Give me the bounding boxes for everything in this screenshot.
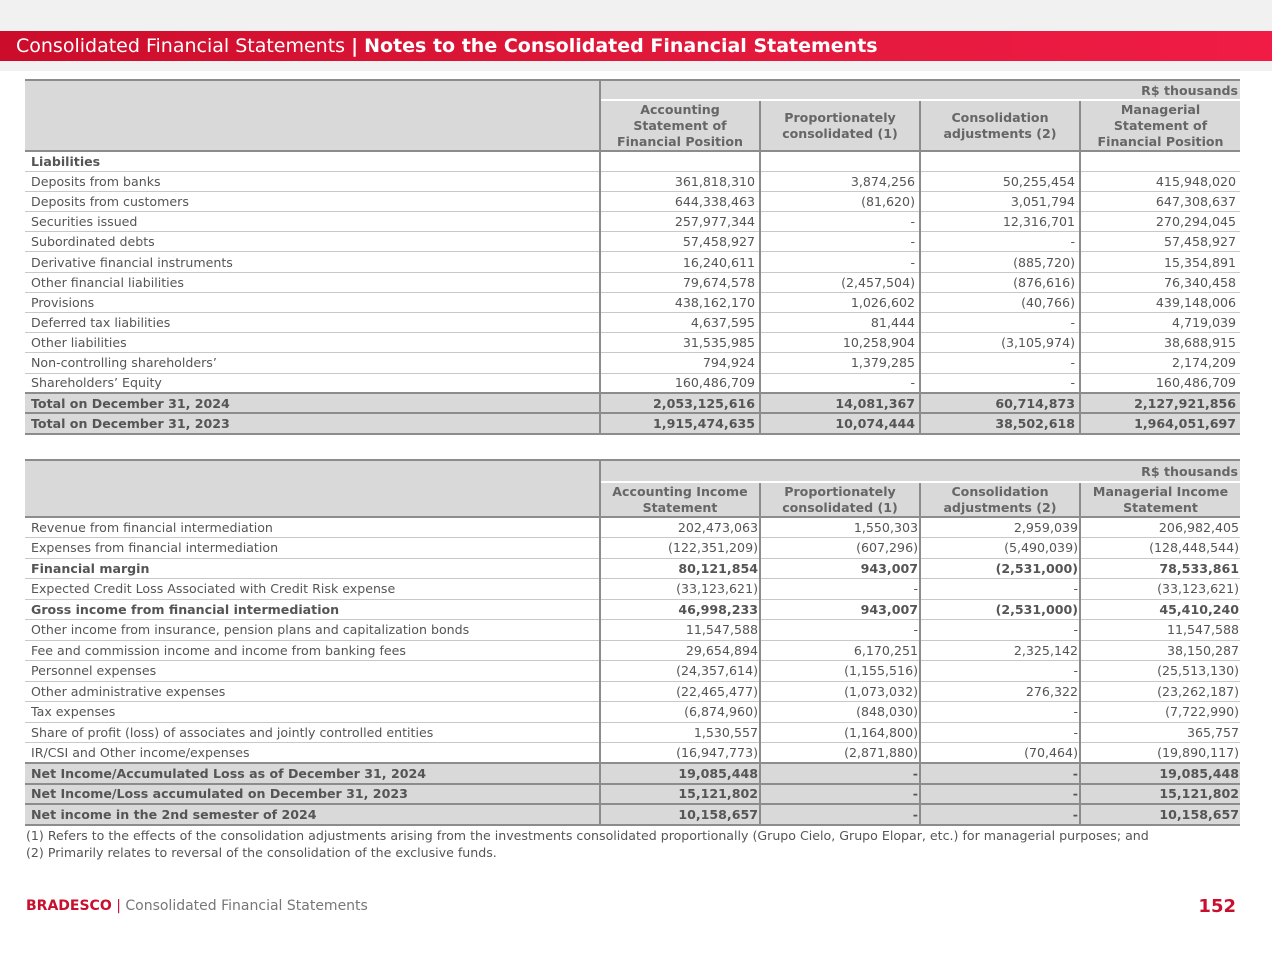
table-row [25, 558, 1240, 579]
row-label: Total on December 31, 2024 [31, 395, 230, 411]
cell-value: 14,081,367 [760, 393, 920, 413]
row-label: Deposits from customers [31, 193, 189, 209]
total-row [25, 763, 1240, 784]
cell-value: 4,637,595 [600, 313, 760, 333]
cell-value: 10,074,444 [760, 413, 920, 433]
cell-value: 3,051,794 [920, 191, 1080, 211]
cell-value: (7,722,990) [1080, 702, 1240, 723]
cell-value: 2,174,209 [1080, 353, 1240, 373]
table-row [25, 620, 1240, 641]
cell-value: - [920, 784, 1080, 805]
column-header: Proportionately consolidated (1) [760, 100, 920, 151]
cell-value: 160,486,709 [1080, 373, 1240, 393]
cell-value: (2,457,504) [760, 272, 920, 292]
row-label: Securities issued [31, 214, 138, 230]
row-label: Expected Credit Loss Associated with Credit Risk expense [31, 581, 396, 597]
row-label: Revenue from financial intermediation [31, 520, 273, 535]
cell-value: - [920, 702, 1080, 723]
column-header: Consolidation adjustments (2) [920, 482, 1080, 517]
table-row [25, 702, 1240, 723]
table-row [25, 252, 1240, 272]
row-label: Non-controlling shareholders’ [31, 355, 217, 371]
table-row [25, 232, 1240, 252]
cell-value: 12,316,701 [920, 212, 1080, 232]
cell-value: (25,513,130) [1080, 661, 1240, 682]
units-label: R$ thousands [600, 80, 1240, 100]
header-blank-cell [25, 460, 600, 517]
total-row [25, 393, 1240, 413]
cell-value: 57,458,927 [1080, 232, 1240, 252]
table-row [25, 171, 1240, 191]
cell-value: 50,255,454 [920, 171, 1080, 191]
cell-value: 29,654,894 [600, 640, 760, 661]
banner-underbar [0, 61, 1272, 71]
section-title: Consolidated Financial Statements [16, 35, 346, 57]
cell-value: 15,121,802 [1080, 784, 1240, 805]
row-label: Tax expenses [31, 704, 116, 720]
cell-value: - [760, 763, 920, 784]
row-label: Other income from insurance, pension plans and capitalization bonds [31, 622, 470, 638]
cell-value: - [920, 373, 1080, 393]
cell-value: 2,053,125,616 [600, 393, 760, 413]
table-row [25, 538, 1240, 559]
cell-value: 943,007 [760, 599, 920, 620]
cell-value: 206,982,405 [1080, 517, 1240, 538]
title-separator: | [351, 35, 359, 57]
cell-value: (23,262,187) [1080, 681, 1240, 702]
cell-value: 270,294,045 [1080, 212, 1240, 232]
cell-value: 38,502,618 [920, 413, 1080, 433]
cell-value: 81,444 [760, 313, 920, 333]
row-label: Subordinated debts [31, 234, 155, 250]
row-label: Net income in the 2nd semester of 2024 [31, 806, 317, 822]
cell-value: - [920, 722, 1080, 743]
cell-value: - [760, 620, 920, 641]
cell-value: 1,915,474,635 [600, 413, 760, 433]
cell-value: (16,947,773) [600, 743, 760, 764]
cell-value: 257,977,344 [600, 212, 760, 232]
row-label: IR/CSI and Other income/expenses [31, 745, 250, 760]
table-row [25, 333, 1240, 353]
cell-value: (2,871,880) [760, 743, 920, 764]
section-row [25, 151, 1240, 171]
cell-value: (33,123,621) [600, 579, 760, 600]
row-label: Fee and commission income and income from banking fees [31, 642, 406, 658]
table-row [25, 599, 1240, 620]
cell-value: 15,354,891 [1080, 252, 1240, 272]
cell-value: (19,890,117) [1080, 743, 1240, 764]
cell-value: (70,464) [920, 743, 1080, 764]
table-row [25, 579, 1240, 600]
column-header: Consolidation adjustments (2) [920, 100, 1080, 151]
row-label: Other administrative expenses [31, 683, 226, 699]
cell-value: - [760, 373, 920, 393]
cell-value: (24,357,614) [600, 661, 760, 682]
row-label: Deposits from banks [31, 173, 161, 189]
cell-value: - [760, 579, 920, 600]
units-label: R$ thousands [600, 460, 1240, 482]
cell-value: - [920, 313, 1080, 333]
column-header: Accounting Income Statement [600, 482, 760, 517]
income-statement-table [25, 459, 1240, 826]
section-banner [0, 31, 1272, 61]
cell-value: 60,714,873 [920, 393, 1080, 413]
cell-value: 2,325,142 [920, 640, 1080, 661]
table-row [25, 191, 1240, 211]
row-label: Other financial liabilities [31, 274, 184, 290]
cell-value: - [920, 620, 1080, 641]
footnote: (1) Refers to the effects of the consolidation adjustments arising from the investments consolidated proportionally (Grupo Cielo, Grupo Elopar, etc.) for managerial purposes; and [26, 828, 1149, 843]
cell-value: - [760, 212, 920, 232]
cell-value: 202,473,063 [600, 517, 760, 538]
subsection-title: Notes to the Consolidated Financial Statements [364, 35, 878, 57]
cell-value: (122,351,209) [600, 538, 760, 559]
cell-value: 38,688,915 [1080, 333, 1240, 353]
section-label: Liabilities [31, 153, 101, 169]
cell-value: 276,322 [920, 681, 1080, 702]
cell-value: 1,550,303 [760, 517, 920, 538]
cell-value: (3,105,974) [920, 333, 1080, 353]
footer-separator: | [116, 898, 121, 914]
cell-value: 794,924 [600, 353, 760, 373]
cell-value: - [920, 661, 1080, 682]
table-row [25, 292, 1240, 312]
cell-value: - [760, 784, 920, 805]
cell-value: (876,616) [920, 272, 1080, 292]
table-row [25, 640, 1240, 661]
cell-value: 438,162,170 [600, 292, 760, 312]
row-label: Derivative financial instruments [31, 254, 233, 270]
total-row [25, 804, 1240, 825]
cell-value: 19,085,448 [600, 763, 760, 784]
cell-value: (6,874,960) [600, 702, 760, 723]
row-label: Net Income/Loss accumulated on December 31, 2023 [31, 786, 408, 802]
cell-value: 11,547,588 [600, 620, 760, 641]
cell-value: - [760, 232, 920, 252]
column-header: Accounting Statement of Financial Position [600, 100, 760, 151]
table-row [25, 353, 1240, 373]
cell-value: - [920, 353, 1080, 373]
cell-value: (33,123,621) [1080, 579, 1240, 600]
footer-title: Consolidated Financial Statements [125, 898, 368, 914]
cell-value: (40,766) [920, 292, 1080, 312]
cell-value: 361,818,310 [600, 171, 760, 191]
row-label: Shareholders’ Equity [31, 375, 162, 391]
cell-value: 45,410,240 [1080, 599, 1240, 620]
cell-value: 4,719,039 [1080, 313, 1240, 333]
cell-value: 1,026,602 [760, 292, 920, 312]
cell-value: (2,531,000) [920, 558, 1080, 579]
cell-value: 365,757 [1080, 722, 1240, 743]
top-margin [0, 0, 1272, 31]
table-row [25, 212, 1240, 232]
cell-value: 160,486,709 [600, 373, 760, 393]
cell-value: (1,073,032) [760, 681, 920, 702]
row-label: Gross income from financial intermediation [31, 601, 340, 617]
total-row [25, 413, 1240, 433]
row-label: Share of profit (loss) of associates and jointly controlled entities [31, 724, 434, 740]
footnote: (2) Primarily relates to reversal of the consolidation of the exclusive funds. [26, 845, 497, 860]
table-row [25, 517, 1240, 538]
footnotes [26, 827, 1149, 861]
cell-value: - [920, 763, 1080, 784]
cell-value: 57,458,927 [600, 232, 760, 252]
column-header: Managerial Income Statement [1080, 482, 1240, 517]
row-label: Expenses from financial intermediation [31, 540, 279, 556]
page-footer [26, 898, 368, 914]
cell-value: - [760, 804, 920, 825]
cell-value: 38,150,287 [1080, 640, 1240, 661]
cell-value: 415,948,020 [1080, 171, 1240, 191]
cell-value: 76,340,458 [1080, 272, 1240, 292]
brand-name: BRADESCO [26, 898, 112, 914]
cell-value: (1,155,516) [760, 661, 920, 682]
table-row [25, 681, 1240, 702]
cell-value: (5,490,039) [920, 538, 1080, 559]
row-label: Other liabilities [31, 335, 127, 351]
cell-value: (22,465,477) [600, 681, 760, 702]
cell-value: 79,674,578 [600, 272, 760, 292]
cell-value: 2,127,921,856 [1080, 393, 1240, 413]
row-label: Deferred tax liabilities [31, 315, 171, 331]
cell-value: (885,720) [920, 252, 1080, 272]
row-label: Financial margin [31, 560, 150, 576]
column-header: Proportionately consolidated (1) [760, 482, 920, 517]
cell-value: 943,007 [760, 558, 920, 579]
cell-value: 3,874,256 [760, 171, 920, 191]
column-header: Managerial Statement of Financial Position [1080, 100, 1240, 151]
cell-value: (81,620) [760, 191, 920, 211]
cell-value: 15,121,802 [600, 784, 760, 805]
table-row [25, 661, 1240, 682]
cell-value: 46,998,233 [600, 599, 760, 620]
cell-value: 647,308,637 [1080, 191, 1240, 211]
cell-value: (1,164,800) [760, 722, 920, 743]
row-label: Personnel expenses [31, 663, 157, 679]
cell-value: 1,379,285 [760, 353, 920, 373]
row-label: Total on December 31, 2023 [31, 416, 230, 432]
cell-value: 10,158,657 [1080, 804, 1240, 825]
cell-value: 6,170,251 [760, 640, 920, 661]
row-label: Net Income/Accumulated Loss as of December 31, 2024 [31, 765, 426, 781]
table-row [25, 743, 1240, 764]
total-row [25, 784, 1240, 805]
page-number: 152 [1198, 896, 1236, 917]
cell-value: 2,959,039 [920, 517, 1080, 538]
cell-value: (848,030) [760, 702, 920, 723]
cell-value: 439,148,006 [1080, 292, 1240, 312]
cell-value: (607,296) [760, 538, 920, 559]
cell-value: 10,158,657 [600, 804, 760, 825]
cell-value: 1,964,051,697 [1080, 413, 1240, 433]
cell-value: 19,085,448 [1080, 763, 1240, 784]
cell-value: 10,258,904 [760, 333, 920, 353]
cell-value: 78,533,861 [1080, 558, 1240, 579]
header-blank-cell [25, 80, 600, 151]
cell-value: (128,448,544) [1080, 538, 1240, 559]
cell-value: (2,531,000) [920, 599, 1080, 620]
cell-value: - [920, 579, 1080, 600]
table-row [25, 272, 1240, 292]
cell-value: 644,338,463 [600, 191, 760, 211]
table-row [25, 313, 1240, 333]
cell-value: 11,547,588 [1080, 620, 1240, 641]
cell-value: - [920, 232, 1080, 252]
cell-value: 16,240,611 [600, 252, 760, 272]
cell-value: 1,530,557 [600, 722, 760, 743]
table-row [25, 722, 1240, 743]
cell-value: 80,121,854 [600, 558, 760, 579]
financial-position-table [25, 79, 1240, 435]
cell-value: - [920, 804, 1080, 825]
table-row [25, 373, 1240, 393]
cell-value: 31,535,985 [600, 333, 760, 353]
row-label: Provisions [31, 294, 95, 310]
cell-value: - [760, 252, 920, 272]
